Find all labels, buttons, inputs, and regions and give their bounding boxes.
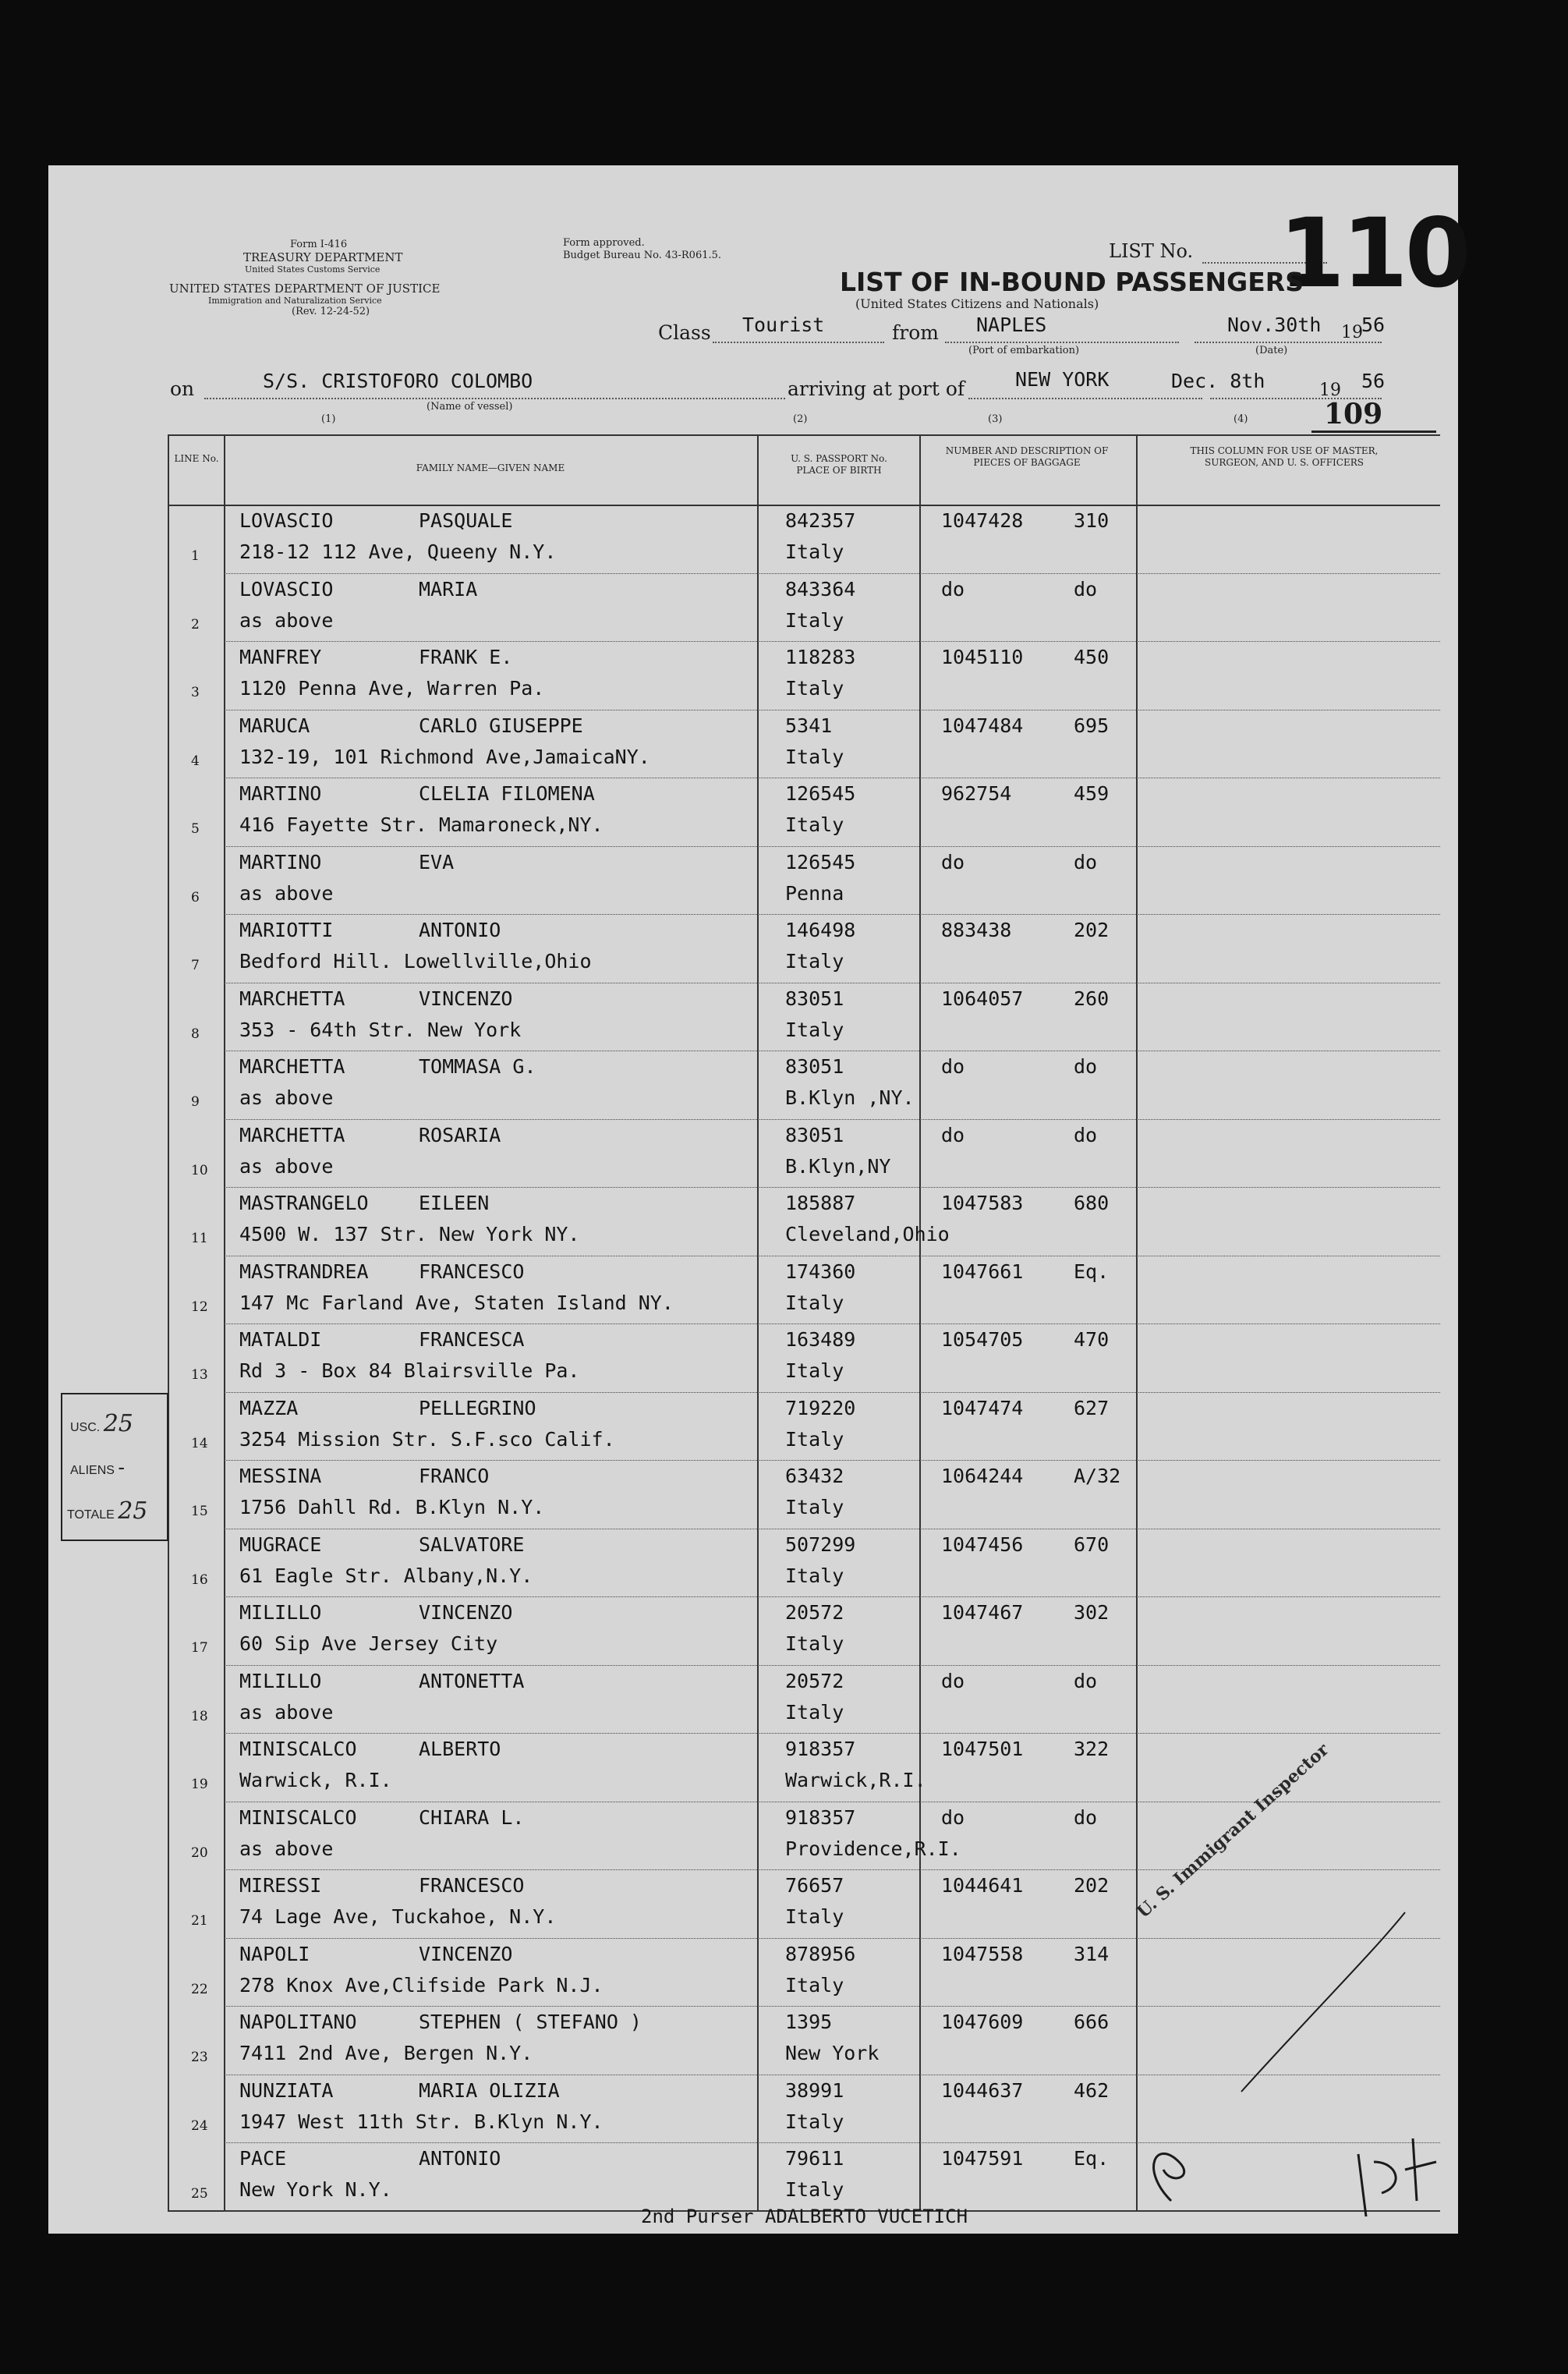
given-name: VINCENZO [419,1942,513,1965]
arrival-port: NEW YORK [1015,368,1110,391]
baggage-pieces: 462 [1074,2078,1110,2102]
address: 1120 Penna Ave, Warren Pa. [239,677,545,700]
line-number: 7 [191,958,200,973]
vessel-line [204,398,785,399]
family-name: NAPOLITANO [239,2011,357,2033]
baggage-pieces: 314 [1074,1942,1110,1965]
place-of-birth: Italy [785,2110,844,2133]
baggage-number: do [941,850,965,873]
given-name: ANTONIO [419,919,501,941]
address: 218-12 112 Ave, Queeny N.Y. [239,540,557,563]
line-number: 20 [191,1844,208,1861]
baggage-number: 1064244 [941,1465,1024,1487]
line-number: 13 [191,1367,208,1383]
passport-number: 38991 [785,2078,844,2102]
address: 416 Fayette Str. Mamaroneck,NY. [239,813,603,836]
place-of-birth: B.Klyn ,NY. [785,1086,915,1109]
form-approved: Form approved. [563,237,645,249]
baggage-number: do [941,1123,965,1146]
baggage-pieces: Eq. [1074,1260,1110,1283]
passport-number: 5341 [785,714,833,737]
place-of-birth: B.Klyn,NY [785,1154,891,1178]
page-title: LIST OF IN-BOUND PASSENGERS [840,267,1304,297]
given-name: PASQUALE [419,509,513,532]
table-row [169,1051,1440,1119]
col-officers-header: THIS COLUMN FOR USE OF MASTER, SURGEON, AND U. S. OFFICERS [1190,445,1379,468]
family-name: MARIOTTI [239,919,334,941]
passport-number: 126545 [785,850,856,873]
baggage-pieces: do [1074,850,1098,873]
place-of-birth: Italy [785,813,844,836]
table-row [169,573,1440,642]
passport-number: 1395 [785,2011,833,2033]
family-name: MAZZA [239,1396,299,1419]
baggage-pieces: 202 [1074,919,1110,941]
ins-service: Immigration and Naturalization Service [208,296,382,306]
address: 7411 2nd Ave, Bergen N.Y. [239,2042,533,2064]
baggage-pieces: A/32 [1074,1465,1121,1487]
table-row [169,1323,1440,1392]
table-row [169,778,1440,846]
baggage-pieces: 322 [1074,1738,1110,1760]
address: 60 Sip Ave Jersey City [239,1632,498,1655]
address: 1947 West 11th Str. B.Klyn N.Y. [239,2110,603,2133]
baggage-pieces: 310 [1074,509,1110,532]
address: 74 Lage Ave, Tuckahoe, N.Y. [239,1905,557,1928]
given-name: ALBERTO [419,1738,501,1760]
family-name: MARCHETTA [239,987,345,1010]
from-label: from [892,321,939,344]
passport-number: 20572 [785,1601,844,1624]
address: 1756 Dahll Rd. B.Klyn N.Y. [239,1496,545,1518]
baggage-number: 1047591 [941,2147,1024,2170]
given-name: ANTONIO [419,2147,501,2170]
baggage-number: do [941,1055,965,1078]
baggage-pieces: 459 [1074,782,1110,805]
family-name: MILILLO [239,1669,322,1692]
place-of-birth: Italy [785,1291,844,1314]
given-name: PELLEGRINO [419,1396,536,1419]
place-of-birth: Italy [785,1427,844,1451]
passport-number: 20572 [785,1669,844,1692]
baggage-number: 883438 [941,919,1012,941]
table-row [169,1256,1440,1324]
given-name: STEPHEN ( STEFANO ) [419,2011,642,2033]
on-label: on [170,377,195,400]
col-line-header: LINE No. [174,453,219,464]
place-of-birth: Penna [785,881,844,905]
given-name: FRANCESCA [419,1328,525,1351]
address: 147 Mc Farland Ave, Staten Island NY. [239,1291,674,1314]
family-name: MATALDI [239,1328,322,1351]
place-of-birth: Italy [785,1359,844,1382]
passport-number: 126545 [785,782,856,805]
baggage-number: 1047474 [941,1396,1024,1419]
tally-aliens: ALIENS - [70,1455,126,1479]
address: Warwick, R.I. [239,1769,392,1791]
address: 353 - 64th Str. New York [239,1018,522,1041]
baggage-pieces: do [1074,1123,1098,1146]
tally-total: TOTALE 25 [67,1497,148,1525]
family-name: MUGRACE [239,1532,322,1556]
revision: (Rev. 12-24-52) [292,306,370,317]
budget-bureau: Budget Bureau No. 43-R061.5. [563,250,722,261]
given-name: TOMMASA G. [419,1055,536,1078]
line-number: 8 [191,1026,200,1042]
address: as above [239,1086,334,1109]
baggage-number: 1047428 [941,509,1024,532]
list-number: 110 [1279,198,1468,309]
family-name: PACE [239,2147,287,2170]
passport-number: 842357 [785,509,856,532]
baggage-pieces: 470 [1074,1328,1110,1351]
line-number: 23 [191,2050,208,2065]
family-name: MARTINO [239,850,322,873]
treasury-dept: TREASURY DEPARTMENT [243,250,403,264]
place-of-birth: Italy [785,540,844,563]
passport-number: 63432 [785,1465,844,1487]
place-of-birth: Italy [785,1018,844,1041]
table-row [169,1119,1440,1188]
table-row [169,1392,1440,1461]
line-number: 3 [191,685,200,700]
passport-number: 918357 [785,1805,856,1829]
baggage-number: 1047583 [941,1192,1024,1214]
family-name: MESSINA [239,1465,322,1487]
baggage-number: 1047661 [941,1260,1024,1283]
line-number: 19 [191,1777,208,1792]
baggage-number: 1044637 [941,2078,1024,2102]
form-number: Form I-416 [290,239,348,250]
col-baggage-header: NUMBER AND DESCRIPTION OF PIECES OF BAGGAGE [945,445,1109,468]
family-name: LOVASCIO [239,509,334,532]
baggage-number: do [941,1805,965,1829]
baggage-number: 1047558 [941,1942,1024,1965]
family-name: MIRESSI [239,1874,322,1897]
address: Rd 3 - Box 84 Blairsville Pa. [239,1359,580,1382]
embarkation-year: 56 [1361,314,1386,336]
page-subtitle: (United States Citizens and Nationals) [855,296,1099,311]
line-number: 22 [191,1981,208,1997]
caption-4: (4) [1234,413,1248,425]
passport-number: 83051 [785,1123,844,1146]
family-name: MARCHETTA [239,1123,345,1146]
arriving-label: arriving at port of [788,377,965,400]
vessel-name: S/S. CRISTOFORO COLOMBO [263,370,533,392]
address: 4500 W. 137 Str. New York NY. [239,1223,580,1245]
place-of-birth: Cleveland,Ohio [785,1223,950,1245]
address: Bedford Hill. Lowellville,Ohio [239,950,592,973]
given-name: CLELIA FILOMENA [419,782,595,805]
given-name: VINCENZO [419,987,513,1010]
family-name: LOVASCIO [239,577,334,601]
justice-dept: UNITED STATES DEPARTMENT OF JUSTICE [169,282,441,296]
line-number: 21 [191,1913,208,1929]
address: as above [239,608,334,632]
address: as above [239,1700,334,1724]
line-number: 11 [191,1231,208,1246]
given-name: ROSARIA [419,1123,501,1146]
line-number: 1 [191,548,200,564]
table-row [169,846,1440,915]
tally-box [61,1393,168,1541]
table-row [169,1460,1440,1529]
given-name: CARLO GIUSEPPE [419,714,583,737]
table-row [169,1187,1440,1256]
class-label: Class [658,321,711,344]
baggage-number: 1047467 [941,1601,1024,1624]
given-name: MARIA [419,577,478,601]
family-name: NAPOLI [239,1942,310,1965]
baggage-pieces: 627 [1074,1396,1110,1419]
family-name: MASTRANDREA [239,1260,369,1283]
baggage-pieces: 680 [1074,1192,1110,1214]
line-number: 9 [191,1094,200,1110]
baggage-pieces: 302 [1074,1601,1110,1624]
arrival-year: 56 [1361,370,1386,392]
address: New York N.Y. [239,2178,392,2201]
family-name: MARTINO [239,782,322,805]
table-row [169,1596,1440,1665]
family-name: MARUCA [239,714,310,737]
place-of-birth: New York [785,2042,880,2064]
caption-3: (3) [988,413,1003,425]
arrival-date: Dec. 8th [1171,370,1265,392]
col-name-header: FAMILY NAME—GIVEN NAME [416,462,565,473]
sheet-number-rule [1311,431,1436,433]
baggage-pieces: 202 [1074,1874,1110,1897]
given-name: VINCENZO [419,1601,513,1624]
given-name: FRANCESCO [419,1260,525,1283]
place-of-birth: Italy [785,1973,844,1997]
passport-number: 118283 [785,646,856,668]
place-of-birth: Italy [785,677,844,700]
line-number: 10 [191,1162,208,1178]
list-number-label: LIST No. [1109,240,1194,262]
line-number: 18 [191,1708,208,1724]
family-name: MILILLO [239,1601,322,1624]
place-of-birth: Warwick,R.I. [785,1769,926,1791]
tally-usc: USC. 25 [70,1410,133,1437]
passport-number: 79611 [785,2147,844,2170]
class-value: Tourist [742,314,825,336]
passport-number: 719220 [785,1396,856,1419]
address: 3254 Mission Str. S.F.sco Calif. [239,1427,615,1451]
table-row [169,1733,1440,1802]
given-name: MARIA OLIZIA [419,2078,560,2102]
passport-number: 918357 [785,1738,856,1760]
place-of-birth: Italy [785,1564,844,1587]
family-name: MARCHETTA [239,1055,345,1078]
family-name: MASTRANGELO [239,1192,369,1214]
port-line [945,342,1179,343]
baggage-pieces: 695 [1074,714,1110,737]
baggage-pieces: 450 [1074,646,1110,668]
year-prefix: 19 [1341,323,1363,342]
line-number: 14 [191,1435,208,1451]
address: as above [239,1837,334,1860]
address: as above [239,881,334,905]
place-of-birth: Providence,R.I. [785,1837,961,1860]
family-name: MANFREY [239,646,322,668]
arrival-port-line [968,398,1202,399]
given-name: FRANCO [419,1465,490,1487]
line-number: 12 [191,1299,208,1315]
sheet-number: 109 [1324,398,1383,431]
line-number: 4 [191,753,200,769]
caption-2: (2) [793,413,808,425]
baggage-number: do [941,577,965,601]
passport-number: 843364 [785,577,856,601]
line-number: 5 [191,821,200,837]
line-number: 15 [191,1504,208,1519]
given-name: SALVATORE [419,1532,525,1556]
passport-number: 163489 [785,1328,856,1351]
baggage-number: 1047609 [941,2011,1024,2033]
caption-1: (1) [321,413,336,425]
table-row [169,983,1440,1051]
table-row [169,914,1440,983]
address: 61 Eagle Str. Albany,N.Y. [239,1564,533,1587]
arrival-year-prefix: 19 [1319,381,1341,400]
address: 132-19, 101 Richmond Ave,JamaicaNY. [239,745,650,768]
given-name: FRANCESCO [419,1874,525,1897]
place-of-birth: Italy [785,1632,844,1655]
table-row [169,505,1440,573]
address: 278 Knox Ave,Clifside Park N.J. [239,1973,603,1997]
address: as above [239,1154,334,1178]
col-passport-header: U. S. PASSPORT No. PLACE OF BIRTH [791,453,887,476]
given-name: EILEEN [419,1192,490,1214]
place-of-birth: Italy [785,1700,844,1724]
passport-number: 83051 [785,1055,844,1078]
place-of-birth: Italy [785,950,844,973]
passport-number: 878956 [785,1942,856,1965]
given-name: EVA [419,850,455,873]
table-row [169,1529,1440,1597]
table-row [169,641,1440,710]
place-of-birth: Italy [785,608,844,632]
passport-number: 83051 [785,987,844,1010]
baggage-number: do [941,1669,965,1692]
date-caption: (Date) [1255,345,1288,356]
embarkation-date: Nov.30th [1227,314,1322,336]
inspector-signature [1124,1905,1452,2232]
place-of-birth: Italy [785,1905,844,1928]
given-name: FRANK E. [419,646,513,668]
baggage-number: 1054705 [941,1328,1024,1351]
family-name: NUNZIATA [239,2078,334,2102]
line-number: 2 [191,616,200,632]
family-name: MINISCALCO [239,1738,357,1760]
given-name: ANTONETTA [419,1669,525,1692]
place-of-birth: Italy [785,2178,844,2201]
embarkation-port: NAPLES [976,314,1047,336]
place-of-birth: Italy [785,1496,844,1518]
baggage-number: 1047501 [941,1738,1024,1760]
manifest-sheet [48,165,1468,2234]
baggage-pieces: 666 [1074,2011,1110,2033]
passport-number: 76657 [785,1874,844,1897]
inspector-stamp: U. S. Immigrant Inspector [1133,1739,1333,1922]
baggage-number: 1044641 [941,1874,1024,1897]
baggage-pieces: do [1074,1055,1098,1078]
baggage-pieces: do [1074,1805,1098,1829]
passport-number: 174360 [785,1260,856,1283]
line-number: 17 [191,1640,208,1656]
baggage-number: 1047456 [941,1532,1024,1556]
line-number: 25 [191,2186,208,2202]
line-number: 24 [191,2117,208,2134]
baggage-pieces: do [1074,1669,1098,1692]
vessel-caption: (Name of vessel) [427,401,513,413]
customs-service: United States Customs Service [245,264,380,275]
baggage-pieces: 670 [1074,1532,1110,1556]
baggage-number: 1045110 [941,646,1024,668]
baggage-number: 962754 [941,782,1012,805]
baggage-number: 1064057 [941,987,1024,1010]
purser-signature-line: 2nd Purser ADALBERTO VUCETICH [641,2206,968,2227]
table-row [169,1665,1440,1734]
baggage-pieces: do [1074,577,1098,601]
baggage-number: 1047484 [941,714,1024,737]
class-line [713,342,884,343]
passport-number: 507299 [785,1532,856,1556]
place-of-birth: Italy [785,745,844,768]
line-number: 16 [191,1571,208,1588]
port-caption: (Port of embarkation) [968,345,1080,356]
baggage-pieces: Eq. [1074,2147,1110,2170]
baggage-pieces: 260 [1074,987,1110,1010]
given-name: CHIARA L. [419,1805,525,1829]
passport-number: 146498 [785,919,856,941]
table-row [169,710,1440,778]
passport-number: 185887 [785,1192,856,1214]
family-name: MINISCALCO [239,1805,357,1829]
line-number: 6 [191,889,200,905]
